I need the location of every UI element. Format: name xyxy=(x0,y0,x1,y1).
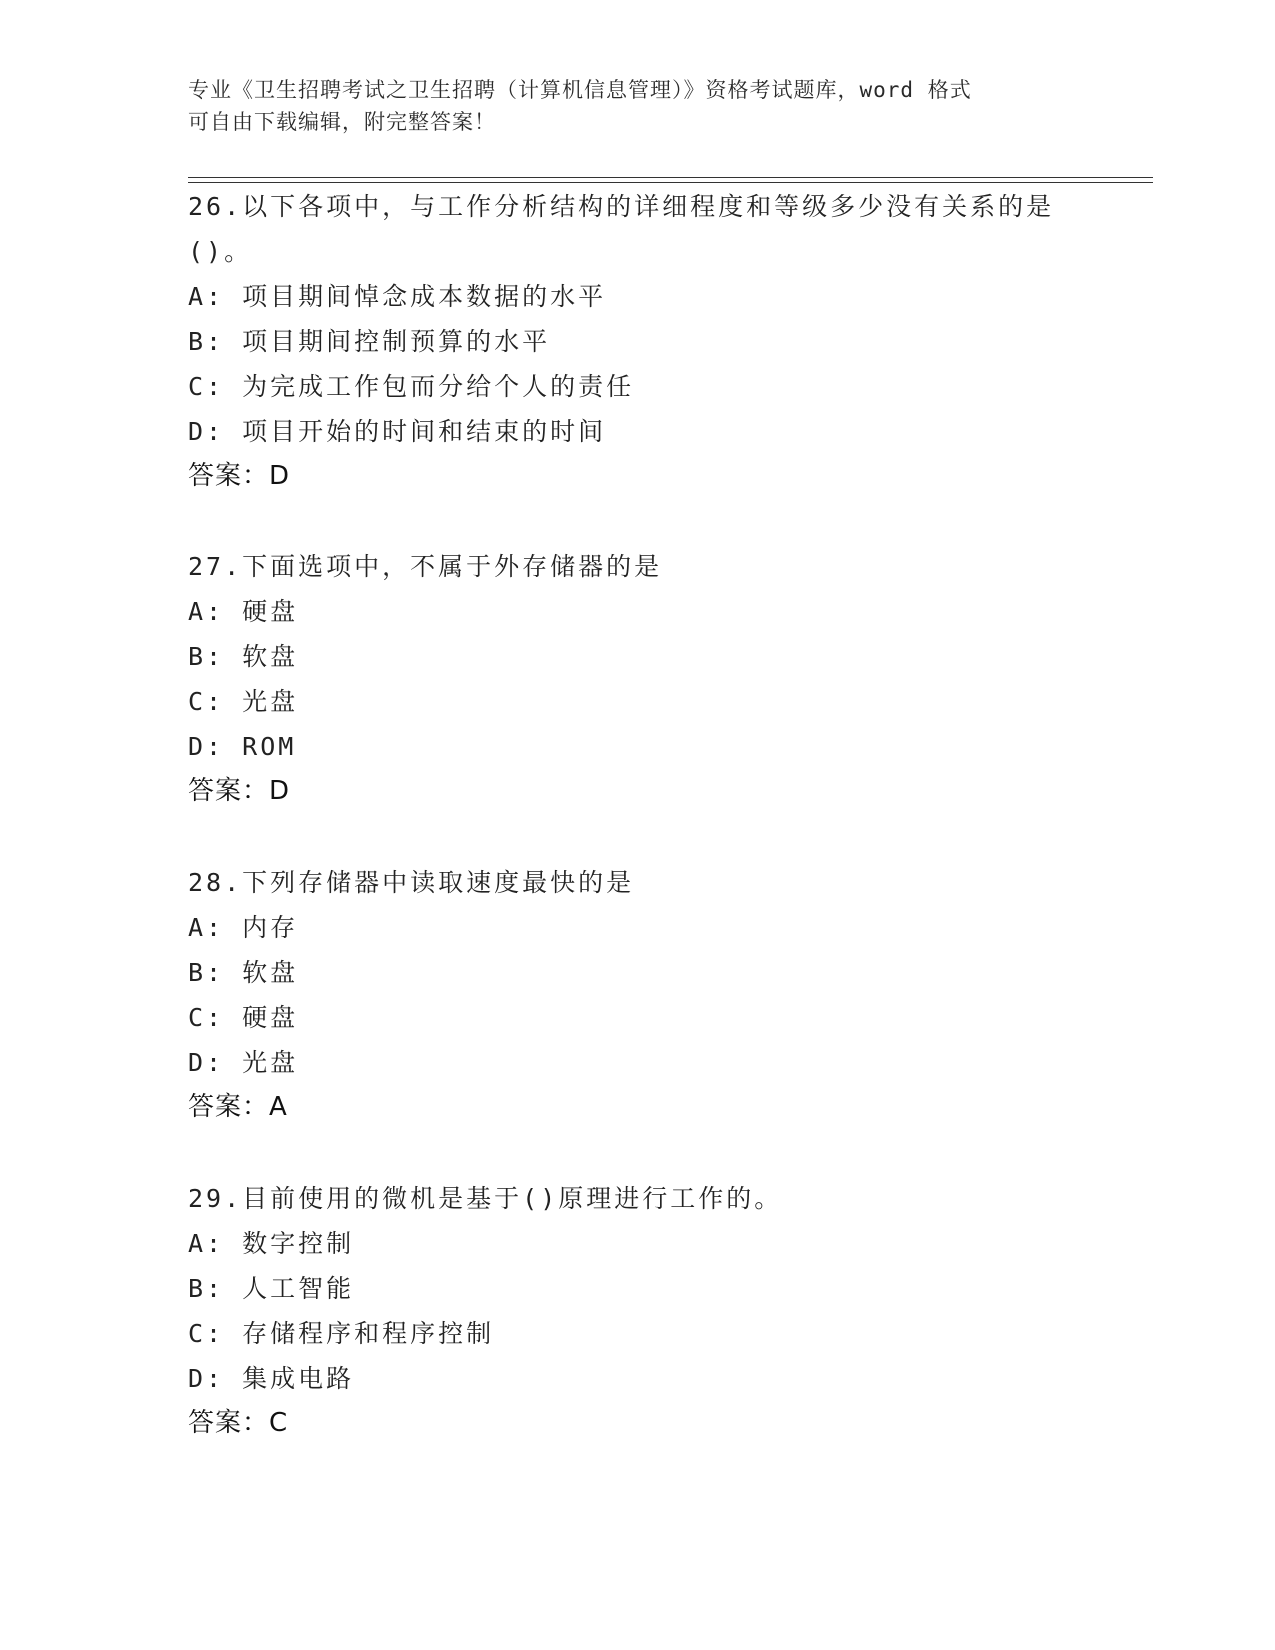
option-b: B: 软盘 xyxy=(188,642,299,671)
answer-label: 答案：A xyxy=(188,1092,288,1122)
header-line-2: 可自由下载编辑，附完整答案！ xyxy=(188,110,496,134)
header-divider-top xyxy=(188,177,1153,178)
header-divider-bottom xyxy=(188,182,1153,183)
option-c: C: 光盘 xyxy=(188,687,299,716)
option-b: B: 项目期间控制预算的水平 xyxy=(188,327,551,356)
question-stem-continued: ()。 xyxy=(188,237,253,266)
option-d: D: 光盘 xyxy=(188,1048,299,1077)
document-header xyxy=(188,74,1068,138)
question-stem: 26.以下各项中，与工作分析结构的详细程度和等级多少没有关系的是 xyxy=(188,192,1055,221)
option-c: C: 为完成工作包而分给个人的责任 xyxy=(188,372,635,401)
question-27 xyxy=(188,544,1108,814)
question-26 xyxy=(188,184,1108,499)
question-stem: 27.下面选项中，不属于外存储器的是 xyxy=(188,552,663,581)
option-d: D: 集成电路 xyxy=(188,1364,355,1393)
question-29 xyxy=(188,1176,1108,1446)
option-b: B: 软盘 xyxy=(188,958,299,987)
option-c: C: 存储程序和程序控制 xyxy=(188,1319,495,1348)
question-28 xyxy=(188,860,1108,1130)
option-d: D: ROM xyxy=(188,732,297,761)
option-b: B: 人工智能 xyxy=(188,1274,355,1303)
option-a: A: 硬盘 xyxy=(188,597,299,626)
option-d: D: 项目开始的时间和结束的时间 xyxy=(188,417,607,446)
option-a: A: 数字控制 xyxy=(188,1229,355,1258)
header-line-1: 专业《卫生招聘考试之卫生招聘（计算机信息管理）》资格考试题库，word 格式 xyxy=(188,78,972,102)
option-c: C: 硬盘 xyxy=(188,1003,299,1032)
answer-label: 答案：D xyxy=(188,776,291,806)
question-stem: 29.目前使用的微机是基于()原理进行工作的。 xyxy=(188,1184,783,1213)
option-a: A: 项目期间悼念成本数据的水平 xyxy=(188,282,607,311)
option-a: A: 内存 xyxy=(188,913,299,942)
question-stem: 28.下列存储器中读取速度最快的是 xyxy=(188,868,635,897)
answer-label: 答案：D xyxy=(188,461,291,491)
answer-label: 答案：C xyxy=(188,1408,289,1438)
